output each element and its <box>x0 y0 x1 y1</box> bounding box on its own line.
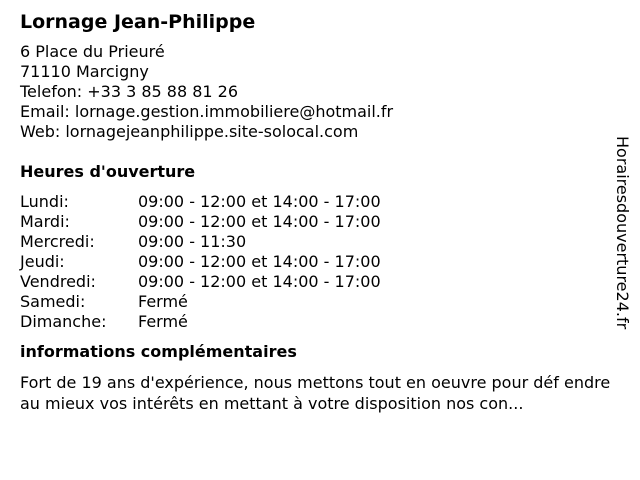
hours-row-friday <box>20 272 620 292</box>
day-label: Jeudi: <box>20 252 65 271</box>
time-value: Fermé <box>138 312 188 331</box>
time-value: 09:00 - 12:00 et 14:00 - 17:00 <box>138 192 381 211</box>
hours-heading: Heures d'ouverture <box>20 162 196 181</box>
email-line[interactable]: Email: lornage.gestion.immobiliere@hotmail.fr <box>20 102 394 121</box>
day-label: Mardi: <box>20 212 70 231</box>
address-city: 71110 Marcigny <box>20 62 149 81</box>
phone-line[interactable]: Telefon: +33 3 85 88 81 26 <box>20 82 239 101</box>
address-street: 6 Place du Prieuré <box>20 42 165 61</box>
info-heading: informations complémentaires <box>20 342 297 361</box>
web-line[interactable]: Web: lornagejeanphilippe.site-solocal.com <box>20 122 359 141</box>
hours-row-thursday <box>20 252 620 272</box>
hours-row-tuesday <box>20 212 620 232</box>
day-label: Mercredi: <box>20 232 95 251</box>
day-label: Lundi: <box>20 192 69 211</box>
hours-row-sunday <box>20 312 620 332</box>
business-name: Lornage Jean-Philippe <box>20 11 256 33</box>
hours-table <box>20 192 620 332</box>
day-label: Samedi: <box>20 292 86 311</box>
business-card <box>20 10 620 414</box>
time-value: 09:00 - 12:00 et 14:00 - 17:00 <box>138 252 381 271</box>
hours-row-wednesday <box>20 232 620 252</box>
time-value: Fermé <box>138 292 188 311</box>
time-value: 09:00 - 12:00 et 14:00 - 17:00 <box>138 272 381 291</box>
day-label: Dimanche: <box>20 312 107 331</box>
day-label: Vendredi: <box>20 272 96 291</box>
time-value: 09:00 - 12:00 et 14:00 - 17:00 <box>138 212 381 231</box>
hours-row-saturday <box>20 292 620 312</box>
hours-row-monday <box>20 192 620 212</box>
info-description: Fort de 19 ans d'expérience, nous mettons tout en oeuvre pour déf endre au mieux vos intérêts en mettant à votre disposition nos con... <box>20 373 611 413</box>
time-value: 09:00 - 11:30 <box>138 232 247 251</box>
site-watermark: Horairesdouverture24.fr <box>613 136 632 330</box>
